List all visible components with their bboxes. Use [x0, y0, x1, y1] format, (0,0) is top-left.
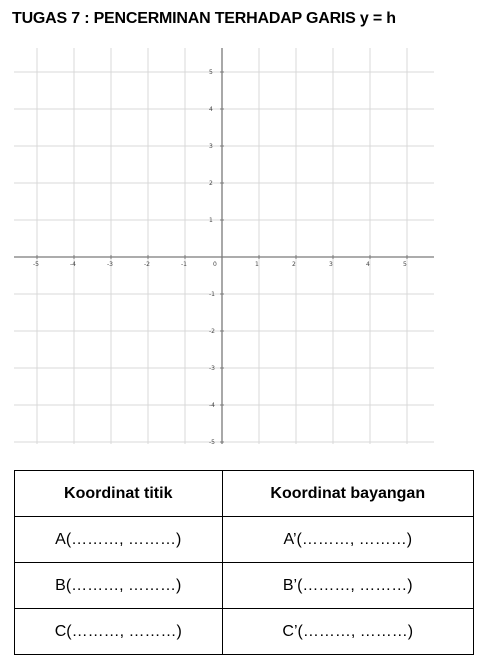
cell-point-b: B(………, ………)	[15, 563, 223, 609]
cell-image-c: C’(………, ………)	[222, 609, 474, 655]
y-tick-label: 2	[209, 180, 213, 187]
y-tick-label: 4	[209, 106, 213, 113]
y-tick-label: 1	[209, 217, 213, 224]
grid-lines	[14, 48, 434, 444]
y-tick-label: -1	[209, 291, 215, 298]
x-tick-label: -2	[144, 261, 150, 268]
x-tick-label: 1	[255, 261, 259, 268]
header-koordinat-bayangan: Koordinat bayangan	[222, 471, 474, 517]
table-row	[15, 517, 474, 563]
axes	[14, 48, 434, 444]
coordinate-table	[14, 470, 474, 655]
cell-image-b: B’(………, ………)	[222, 563, 474, 609]
y-tick-label: -5	[209, 439, 215, 446]
y-tick-label: 3	[209, 143, 213, 150]
x-tick-label: -3	[107, 261, 113, 268]
cell-image-a: A’(………, ………)	[222, 517, 474, 563]
coordinate-grid	[0, 40, 460, 460]
x-tick-label: 2	[292, 261, 296, 268]
x-tick-label: 4	[366, 261, 370, 268]
cell-point-a: A(………, ………)	[15, 517, 223, 563]
y-tick-label: -2	[209, 328, 215, 335]
x-tick-label: -1	[181, 261, 187, 268]
x-tick-label: 3	[329, 261, 333, 268]
x-tick-label: 0	[213, 261, 217, 268]
cell-point-c: C(………, ………)	[15, 609, 223, 655]
x-tick-label: 5	[403, 261, 407, 268]
table-row	[15, 563, 474, 609]
table-row	[15, 609, 474, 655]
header-koordinat-titik: Koordinat titik	[15, 471, 223, 517]
page-title: TUGAS 7 : PENCERMINAN TERHADAP GARIS y = h	[12, 10, 396, 27]
y-tick-label: 5	[209, 69, 213, 76]
x-tick-label: -4	[70, 261, 76, 268]
table-header-row	[15, 471, 474, 517]
y-tick-label: -3	[209, 365, 215, 372]
y-tick-label: -4	[209, 402, 215, 409]
x-tick-label: -5	[33, 261, 39, 268]
